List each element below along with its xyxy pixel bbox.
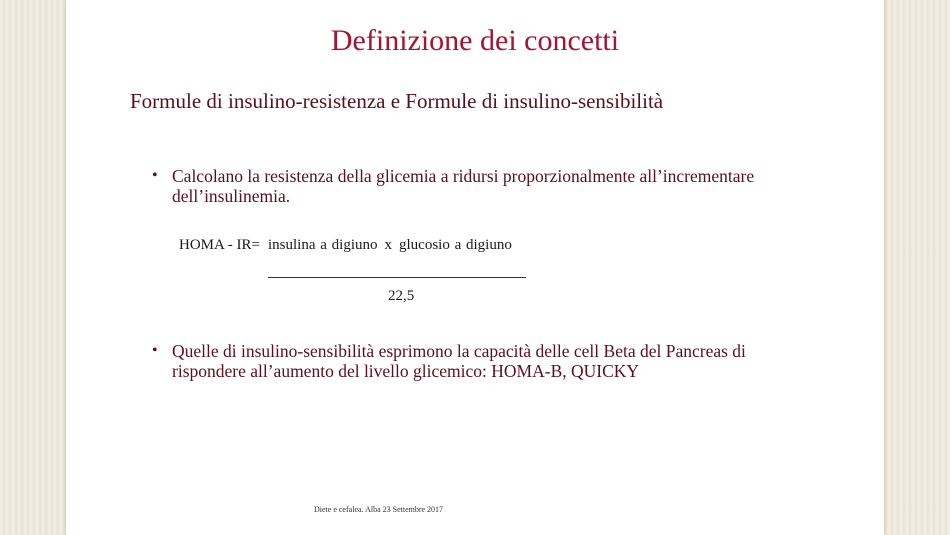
formula-term-1: insulina a digiuno: [268, 237, 378, 253]
bullet-text: Calcolano la resistenza della glicemia a ridursi proporzionalmente all’incrementare dell’insulinemia.: [172, 166, 755, 206]
bullet-item: [152, 166, 812, 206]
slide-title: Definizione dei concetti: [330, 24, 620, 57]
formula-numerator: [268, 237, 512, 254]
bullet-text: Quelle di insulino-sensibilità esprimono la capacità delle cell Beta del Pancreas di rispondere all’aumento del livello glicemico: HOMA-B, QUICKY: [172, 341, 746, 381]
slide-subtitle: Formule di insulino-resistenza e Formule di insulino-sensibilità: [130, 89, 664, 113]
fraction-line: [268, 277, 526, 278]
formula-term-2: glucosio a digiuno: [399, 237, 512, 253]
formula-denominator: 22,5: [388, 288, 415, 304]
slide-footer: Diete e cefalea. Alba 23 Settembre 2017: [314, 505, 444, 514]
formula-operator: x: [384, 237, 392, 253]
bullet-dot: •: [152, 342, 158, 359]
bullet-item: [152, 341, 812, 381]
bullet-dot: •: [152, 167, 158, 184]
formula-label: HOMA - IR=: [179, 237, 260, 253]
slide: [66, 0, 884, 535]
